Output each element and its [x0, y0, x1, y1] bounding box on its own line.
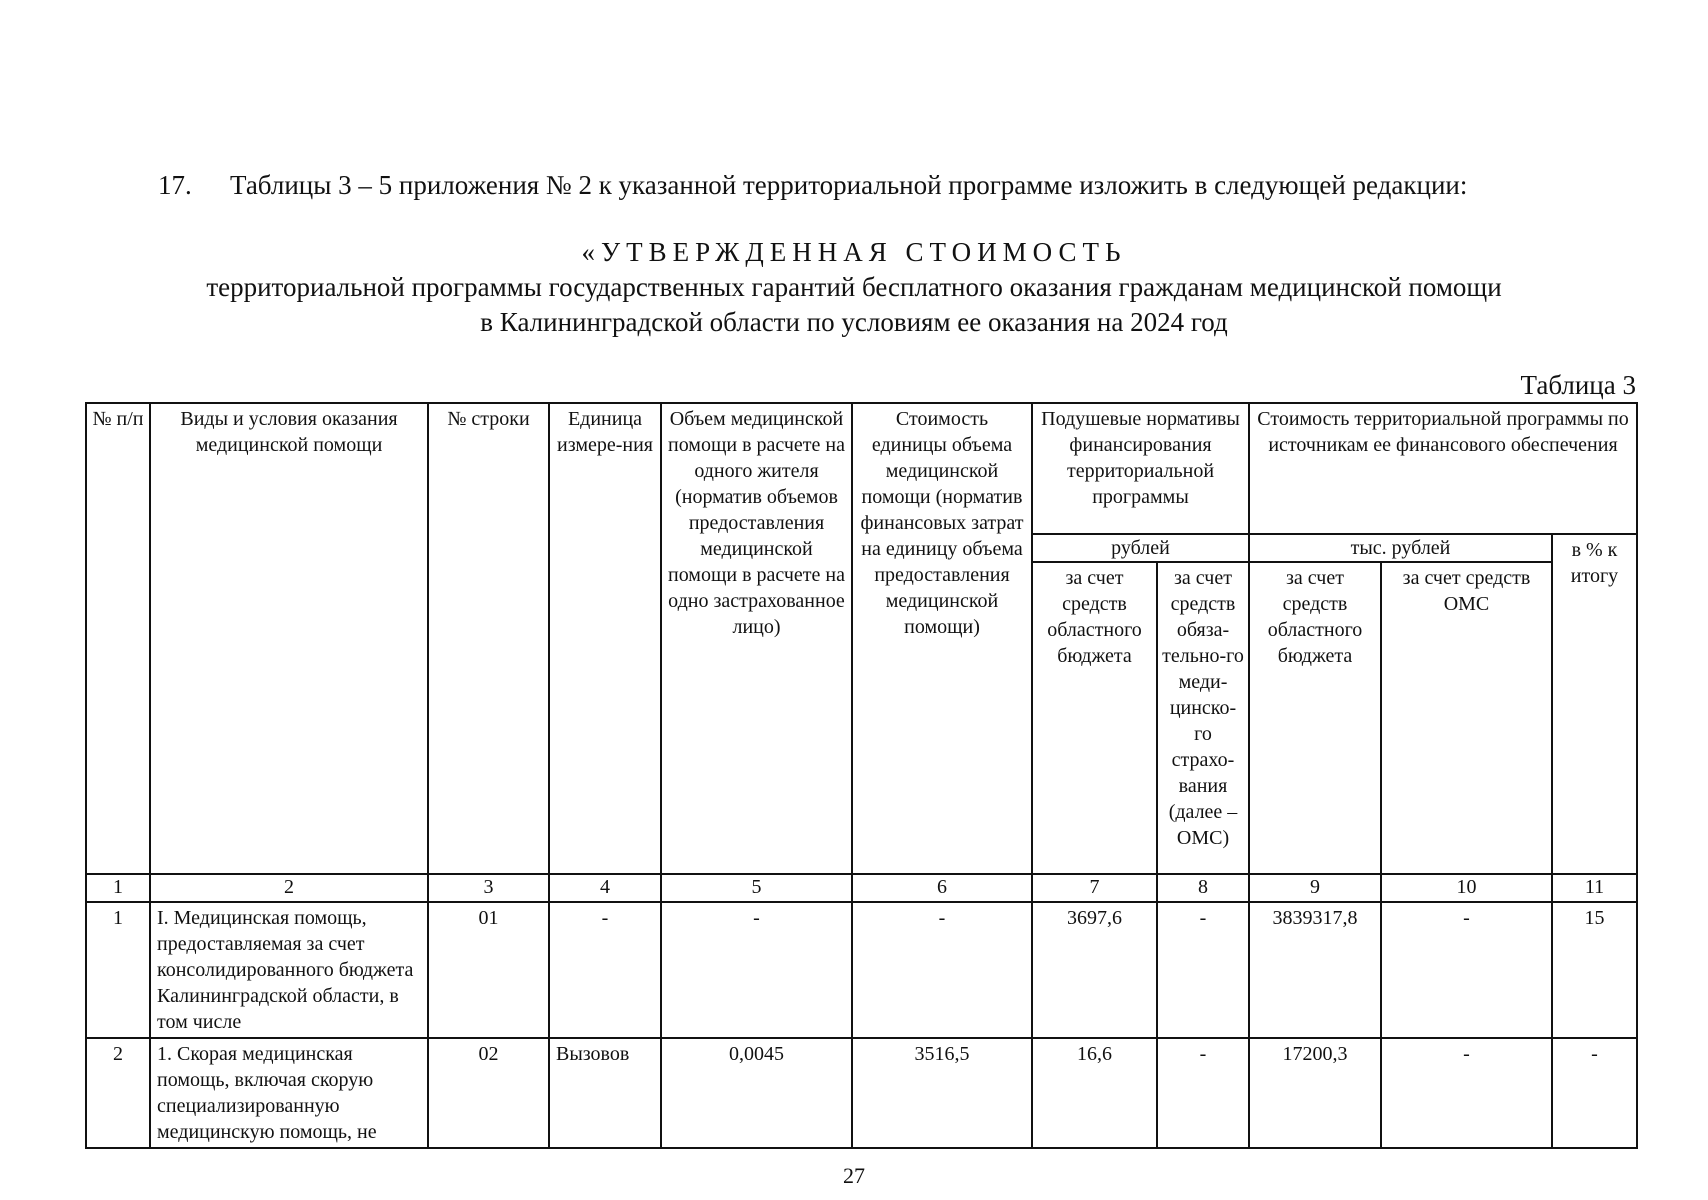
header-unit-cost: Стоимость единицы объема медицинской помощи (норматив финансовых затрат на единицу объема предоставления медицинской помощи): [852, 403, 1032, 874]
document-title: [100, 235, 1608, 340]
title-heading: «УТВЕРЖДЕННАЯ СТОИМОСТЬ: [581, 237, 1127, 267]
intro-text: Таблицы 3 – 5 приложения № 2 к указанной территориальной программе изложить в следующей редакции:: [230, 170, 1468, 200]
header-program-cost-group: Стоимость территориальной программы по источникам ее финансового обеспечения: [1249, 403, 1637, 534]
cell-volume: 0,0045: [661, 1038, 852, 1148]
header-volume: Объем медицинской помощи в расчете на одного жителя (норматив объемов предоставления медицинской помощи в расчете на одно застрахованное лицо): [661, 403, 852, 874]
table-row: [86, 902, 1637, 1038]
header-rubles: рублей: [1032, 534, 1249, 562]
header-percent: в % к итогу: [1552, 534, 1637, 874]
cell-name: 1. Скорая медицинская помощь, включая скорую специализированную медицинскую помощь, не: [150, 1038, 428, 1148]
header-thousand-rubles: тыс. рублей: [1249, 534, 1552, 562]
col-number: 5: [661, 874, 852, 902]
header-per-capita-group: Подушевые нормативы финансирования территориальной программы: [1032, 403, 1249, 534]
title-line-1: территориальной программы государственных гарантий бесплатного оказания гражданам медицинской помощи: [206, 272, 1502, 302]
col-number: 6: [852, 874, 1032, 902]
header-c10: за счет средств ОМС: [1381, 562, 1552, 874]
intro-number: 17.: [158, 170, 192, 200]
title-line-2: в Калининградской области по условиям ее оказания на 2024 год: [480, 307, 1228, 337]
cell-unit: Вызовов: [549, 1038, 661, 1148]
cell-c9: 17200,3: [1249, 1038, 1381, 1148]
col-number: 11: [1552, 874, 1637, 902]
col-number: 4: [549, 874, 661, 902]
cell-c9: 3839317,8: [1249, 902, 1381, 1038]
header-c8: за счет средств обяза-тельно-го меди-цинско-го страхо-вания (далее – ОМС): [1157, 562, 1249, 874]
col-number: 8: [1157, 874, 1249, 902]
cell-c8: -: [1157, 902, 1249, 1038]
col-number: 3: [428, 874, 549, 902]
col-number: 9: [1249, 874, 1381, 902]
header-line-number: № строки: [428, 403, 549, 874]
cell-cost: 3516,5: [852, 1038, 1032, 1148]
col-number: 1: [86, 874, 150, 902]
col-number: 7: [1032, 874, 1157, 902]
cell-c10: -: [1381, 902, 1552, 1038]
cell-c10: -: [1381, 1038, 1552, 1148]
header-row-number: № п/п: [86, 403, 150, 874]
cell-c7: 3697,6: [1032, 902, 1157, 1038]
header-c9: за счет средств областного бюджета: [1249, 562, 1381, 874]
table-label: Таблица 3: [1520, 370, 1636, 400]
cell-c11: 15: [1552, 902, 1637, 1038]
cell-n: 1: [86, 902, 150, 1038]
col-number: 2: [150, 874, 428, 902]
header-care-types: Виды и условия оказания медицинской помощи: [150, 403, 428, 874]
header-unit: Единица измере-ния: [549, 403, 661, 874]
cell-volume: -: [661, 902, 852, 1038]
page-number: 27: [843, 1163, 865, 1188]
col-number: 10: [1381, 874, 1552, 902]
cell-c11: -: [1552, 1038, 1637, 1148]
cell-cost: -: [852, 902, 1032, 1038]
cell-line: 01: [428, 902, 549, 1038]
cell-unit: -: [549, 902, 661, 1038]
header-c7: за счет средств областного бюджета: [1032, 562, 1157, 874]
table-row: [86, 1038, 1637, 1148]
cell-name: I. Медицинская помощь, предоставляемая за счет консолидированного бюджета Калининградской области, в том числе: [150, 902, 428, 1038]
intro-paragraph: [158, 170, 1608, 201]
cost-table: [85, 402, 1638, 1149]
cell-n: 2: [86, 1038, 150, 1148]
cell-c7: 16,6: [1032, 1038, 1157, 1148]
cell-line: 02: [428, 1038, 549, 1148]
cell-c8: -: [1157, 1038, 1249, 1148]
